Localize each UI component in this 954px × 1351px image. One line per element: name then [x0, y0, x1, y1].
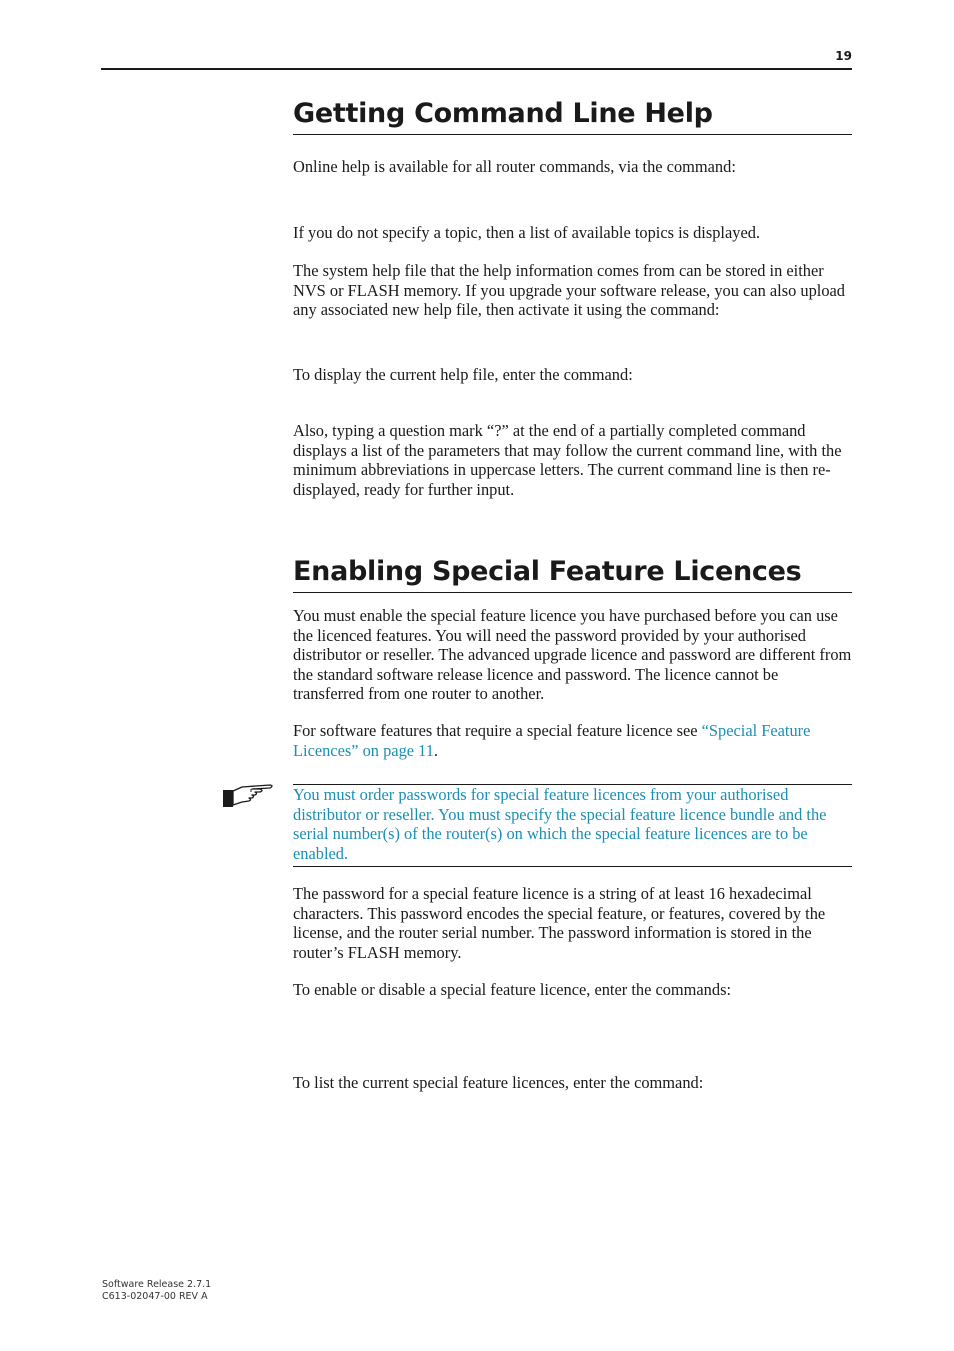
- footer-document-code: C613-02047-00 REV A: [102, 1291, 208, 1302]
- page-number: 19: [835, 49, 852, 63]
- paragraph: [293, 721, 852, 760]
- paragraph: You must enable the special feature licence you have purchased before you can use the licenced features. You will need the password provided by your authorised distributor or reseller. The advanced upgrade licence and password are different from the standard software release licence and password. The licence cannot be transferred from one router to another.: [293, 606, 852, 703]
- paragraph: The system help file that the help information comes from can be stored in either NVS or FLASH memory. If you upgrade your software release, you can also upload any associated new help file, then activate it using the command:: [293, 261, 845, 319]
- footer: [102, 1279, 211, 1303]
- paragraph-text: .: [433, 740, 439, 760]
- note-box: [293, 784, 852, 867]
- note-text: You must order passwords for special feature licences from your authorised distributor or reseller. You must specify the special feature licence bundle and the serial number(s) of the router(s) on which the special feature licences are to be enabled.: [293, 785, 827, 863]
- footer-release: Software Release 2.7.1: [102, 1279, 212, 1290]
- section-title-command-line-help: Getting Command Line Help: [293, 97, 852, 135]
- pointing-hand-icon: [220, 780, 276, 810]
- paragraph: If you do not specify a topic, then a list of available topics is displayed.: [293, 223, 761, 242]
- paragraph: To list the current special feature licences, enter the command:: [293, 1073, 704, 1092]
- section-title-special-feature-licences: Enabling Special Feature Licences: [293, 555, 852, 593]
- paragraph: Also, typing a question mark “?” at the end of a partially completed command displays a list of the parameters that may follow the current command line, with the minimum abbreviations in uppercase letters. The current command line is then re-displayed, ready for further input.: [293, 421, 842, 499]
- paragraph-text: For software features that require a special feature licence see: [293, 721, 702, 740]
- cross-reference-link[interactable]: “Special Feature Licences” on page 11: [293, 721, 811, 760]
- header-rule: [101, 68, 852, 70]
- paragraph: To enable or disable a special feature licence, enter the commands:: [293, 980, 732, 999]
- paragraph: To display the current help file, enter the command:: [293, 365, 633, 384]
- paragraph: Online help is available for all router commands, via the command:: [293, 157, 736, 176]
- paragraph: The password for a special feature licence is a string of at least 16 hexadecimal characters. This password encodes the special feature, or features, covered by the license, and the router serial number. The password information is stored in the router’s FLASH memory.: [293, 884, 826, 962]
